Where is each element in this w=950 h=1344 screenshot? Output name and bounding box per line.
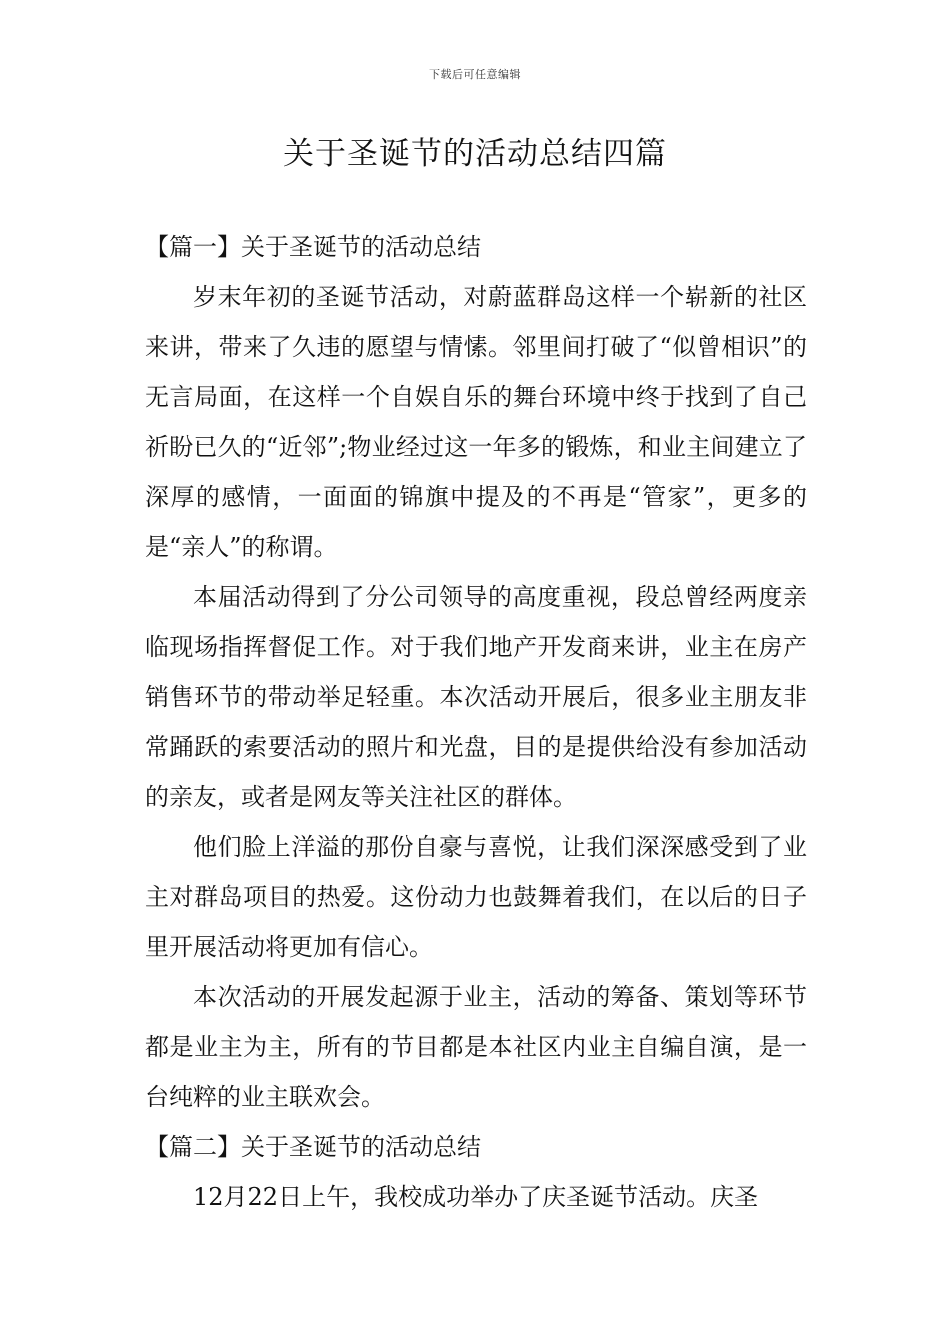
header-note: 下载后可任意编辑 [429,68,521,81]
section-2 [145,1122,807,1222]
paragraph: 12月22日上午，我校成功举办了庆圣诞节活动。庆圣 [193,1183,759,1211]
section-heading: 【篇一】关于圣诞节的活动总结 [145,233,481,261]
paragraph: 他们脸上洋溢的那份自豪与喜悦，让我们深深感受到了业主对群岛项目的热爱。这份动力也鼓舞着我们，在以后的日子里开展活动将更加有信心。 [145,833,807,961]
paragraph: 本次活动的开展发起源于业主，活动的筹备、策划等环节都是业主为主，所有的节目都是本社区内业主自编自演，是一台纯粹的业主联欢会。 [145,983,807,1111]
paragraph: 岁末年初的圣诞节活动，对蔚蓝群岛这样一个崭新的社区来讲，带来了久违的愿望与情愫。邻里间打破了“似曾相识”的无言局面，在这样一个自娱自乐的舞台环境中终于找到了自己祈盼已久的“近邻”;物业经过这一年多的锻炼，和业主间建立了深厚的感情，一面面的锦旗中提及的不再是“管家”，更多的是“亲人”的称谓。 [145,283,807,561]
section-heading: 【篇二】关于圣诞节的活动总结 [145,1133,481,1161]
document-title: 关于圣诞节的活动总结四篇 [283,136,667,172]
document-body [145,222,807,1222]
paragraph: 本届活动得到了分公司领导的高度重视，段总曾经两度亲临现场指挥督促工作。对于我们地产开发商来讲，业主在房产销售环节的带动举足轻重。本次活动开展后，很多业主朋友非常踊跃的索要活动的照片和光盘，目的是提供给没有参加活动的亲友，或者是网友等关注社区的群体。 [145,583,807,811]
section-1 [145,222,807,1122]
